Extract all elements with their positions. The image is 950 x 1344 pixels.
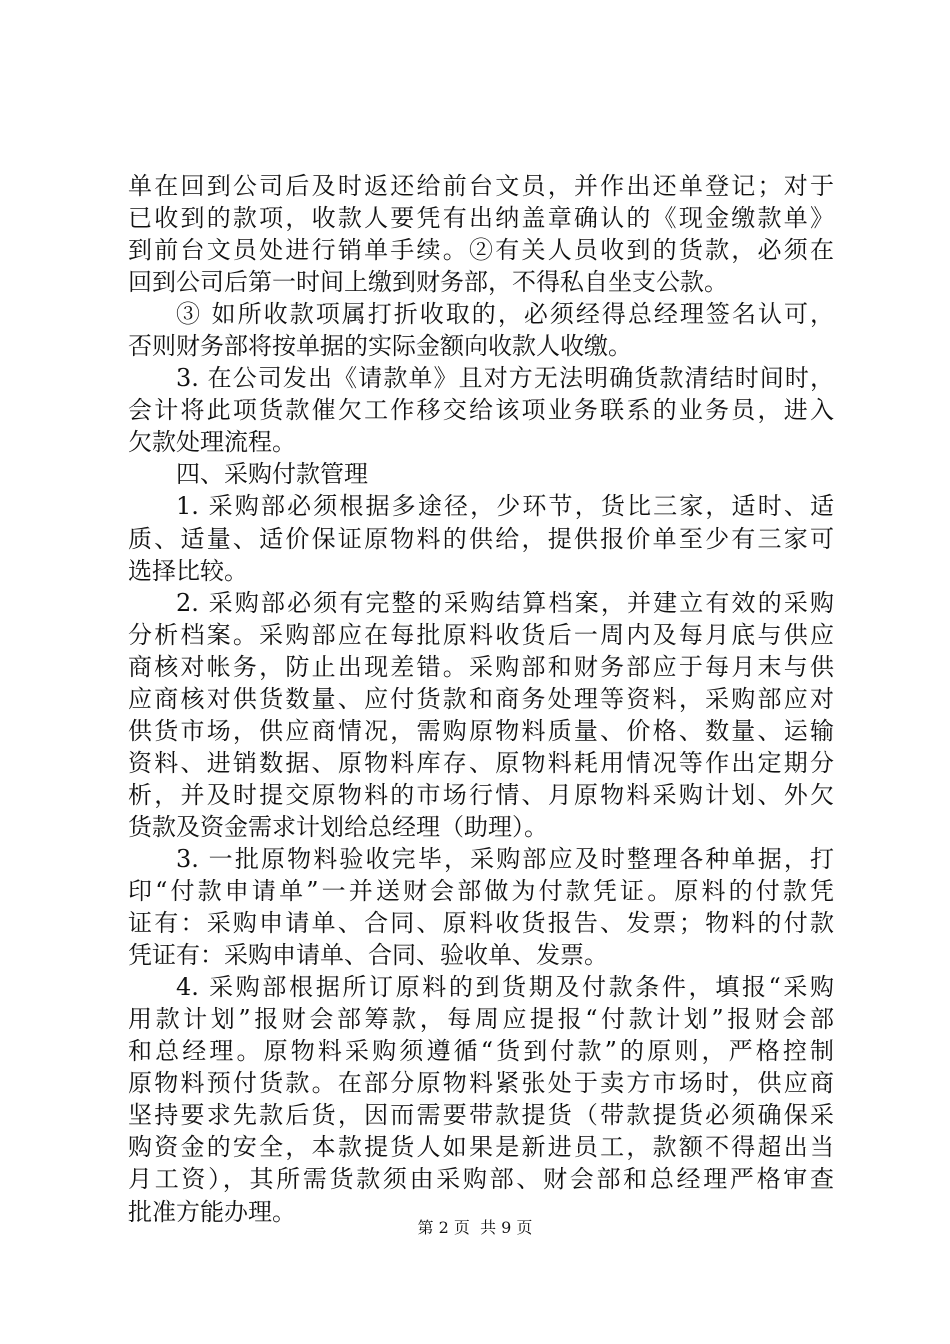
section-heading: 四、采购付款管理 xyxy=(176,460,368,489)
text-line: 购资金的安全，本款提货人如果是新进员工，款额不得超出当 xyxy=(128,1133,834,1162)
text-line: 商核对帐务，防止出现差错。采购部和财务部应于每月末与供 xyxy=(128,652,834,681)
text-line: 凭证有：采购申请单、合同、验收单、发票。 xyxy=(128,941,608,970)
text-line: 3. 一批原物料验收完毕，采购部应及时整理各种单据，打 xyxy=(176,844,834,873)
text-line: 单在回到公司后及时返还给前台文员，并作出还单登记；对于 xyxy=(128,172,834,200)
text-line: 1. 采购部必须根据多途径，少环节，货比三家，适时、适 xyxy=(176,492,834,521)
text-line: 已收到的款项，收款人要凭有出纳盖章确认的《现金缴款单》 xyxy=(128,204,834,233)
text-line: 回到公司后第一时间上缴到财务部，不得私自坐支公款。 xyxy=(128,268,728,297)
text-line: 分析档案。采购部应在每批原料收货后一周内及每月底与供应 xyxy=(128,620,834,649)
text-line: 坚持要求先款后货，因而需要带款提货（带款提货必须确保采 xyxy=(128,1101,834,1130)
document-body xyxy=(128,170,834,1228)
text-line: 否则财务部将按单据的实际金额向收款人收缴。 xyxy=(128,332,632,361)
text-line: 3. 在公司发出《请款单》且对方无法明确货款清结时间时， xyxy=(176,364,834,393)
text-line: 月工资），其所需货款须由采购部、财会部和总经理严格审查 xyxy=(128,1165,834,1194)
text-line: 资料、进销数据、原物料库存、原物料耗用情况等作出定期分 xyxy=(128,748,834,777)
text-line: 和总经理。原物料采购须遵循“货到付款”的原则，严格控制 xyxy=(128,1037,834,1066)
page-number-footer: 第 2 页 共 9 页 xyxy=(417,1218,533,1237)
text-line: 到前台文员处进行销单手续。②有关人员收到的货款，必须在 xyxy=(128,236,834,265)
text-line: 析，并及时提交原物料的市场行情、月原物料采购计划、外欠 xyxy=(128,780,834,809)
text-line: 质、适量、适价保证原物料的供给，提供报价单至少有三家可 xyxy=(128,524,834,553)
text-line: 应商核对供货数量、应付货款和商务处理等资料，采购部应对 xyxy=(128,684,834,713)
text-line: 选择比较。 xyxy=(128,556,248,585)
text-line: 原物料预付货款。在部分原物料紧张处于卖方市场时，供应商 xyxy=(128,1069,834,1098)
text-line: 货款及资金需求计划给总经理（助理）。 xyxy=(128,812,548,841)
text-line: 2. 采购部必须有完整的采购结算档案，并建立有效的采购 xyxy=(176,588,834,617)
text-line: 会计将此项货款催欠工作移交给该项业务联系的业务员，进入 xyxy=(128,396,834,425)
text-line: 批准方能办理。 xyxy=(128,1197,296,1226)
text-line: 用款计划”报财会部筹款，每周应提报“付款计划”报财会部 xyxy=(128,1005,834,1034)
text-line: 供货市场，供应商情况，需购原物料质量、价格、数量、运输 xyxy=(128,716,834,745)
text-line: 欠款处理流程。 xyxy=(128,428,296,457)
text-line: ③ 如所收款项属打折收取的，必须经得总经理签名认可， xyxy=(176,300,834,329)
text-line: 4. 采购部根据所订原料的到货期及付款条件，填报“采购 xyxy=(176,973,834,1002)
text-line: 印“付款申请单”一并送财会部做为付款凭证。原料的付款凭 xyxy=(128,877,834,906)
text-line: 证有：采购申请单、合同、原料收货报告、发票；物料的付款 xyxy=(128,909,834,938)
